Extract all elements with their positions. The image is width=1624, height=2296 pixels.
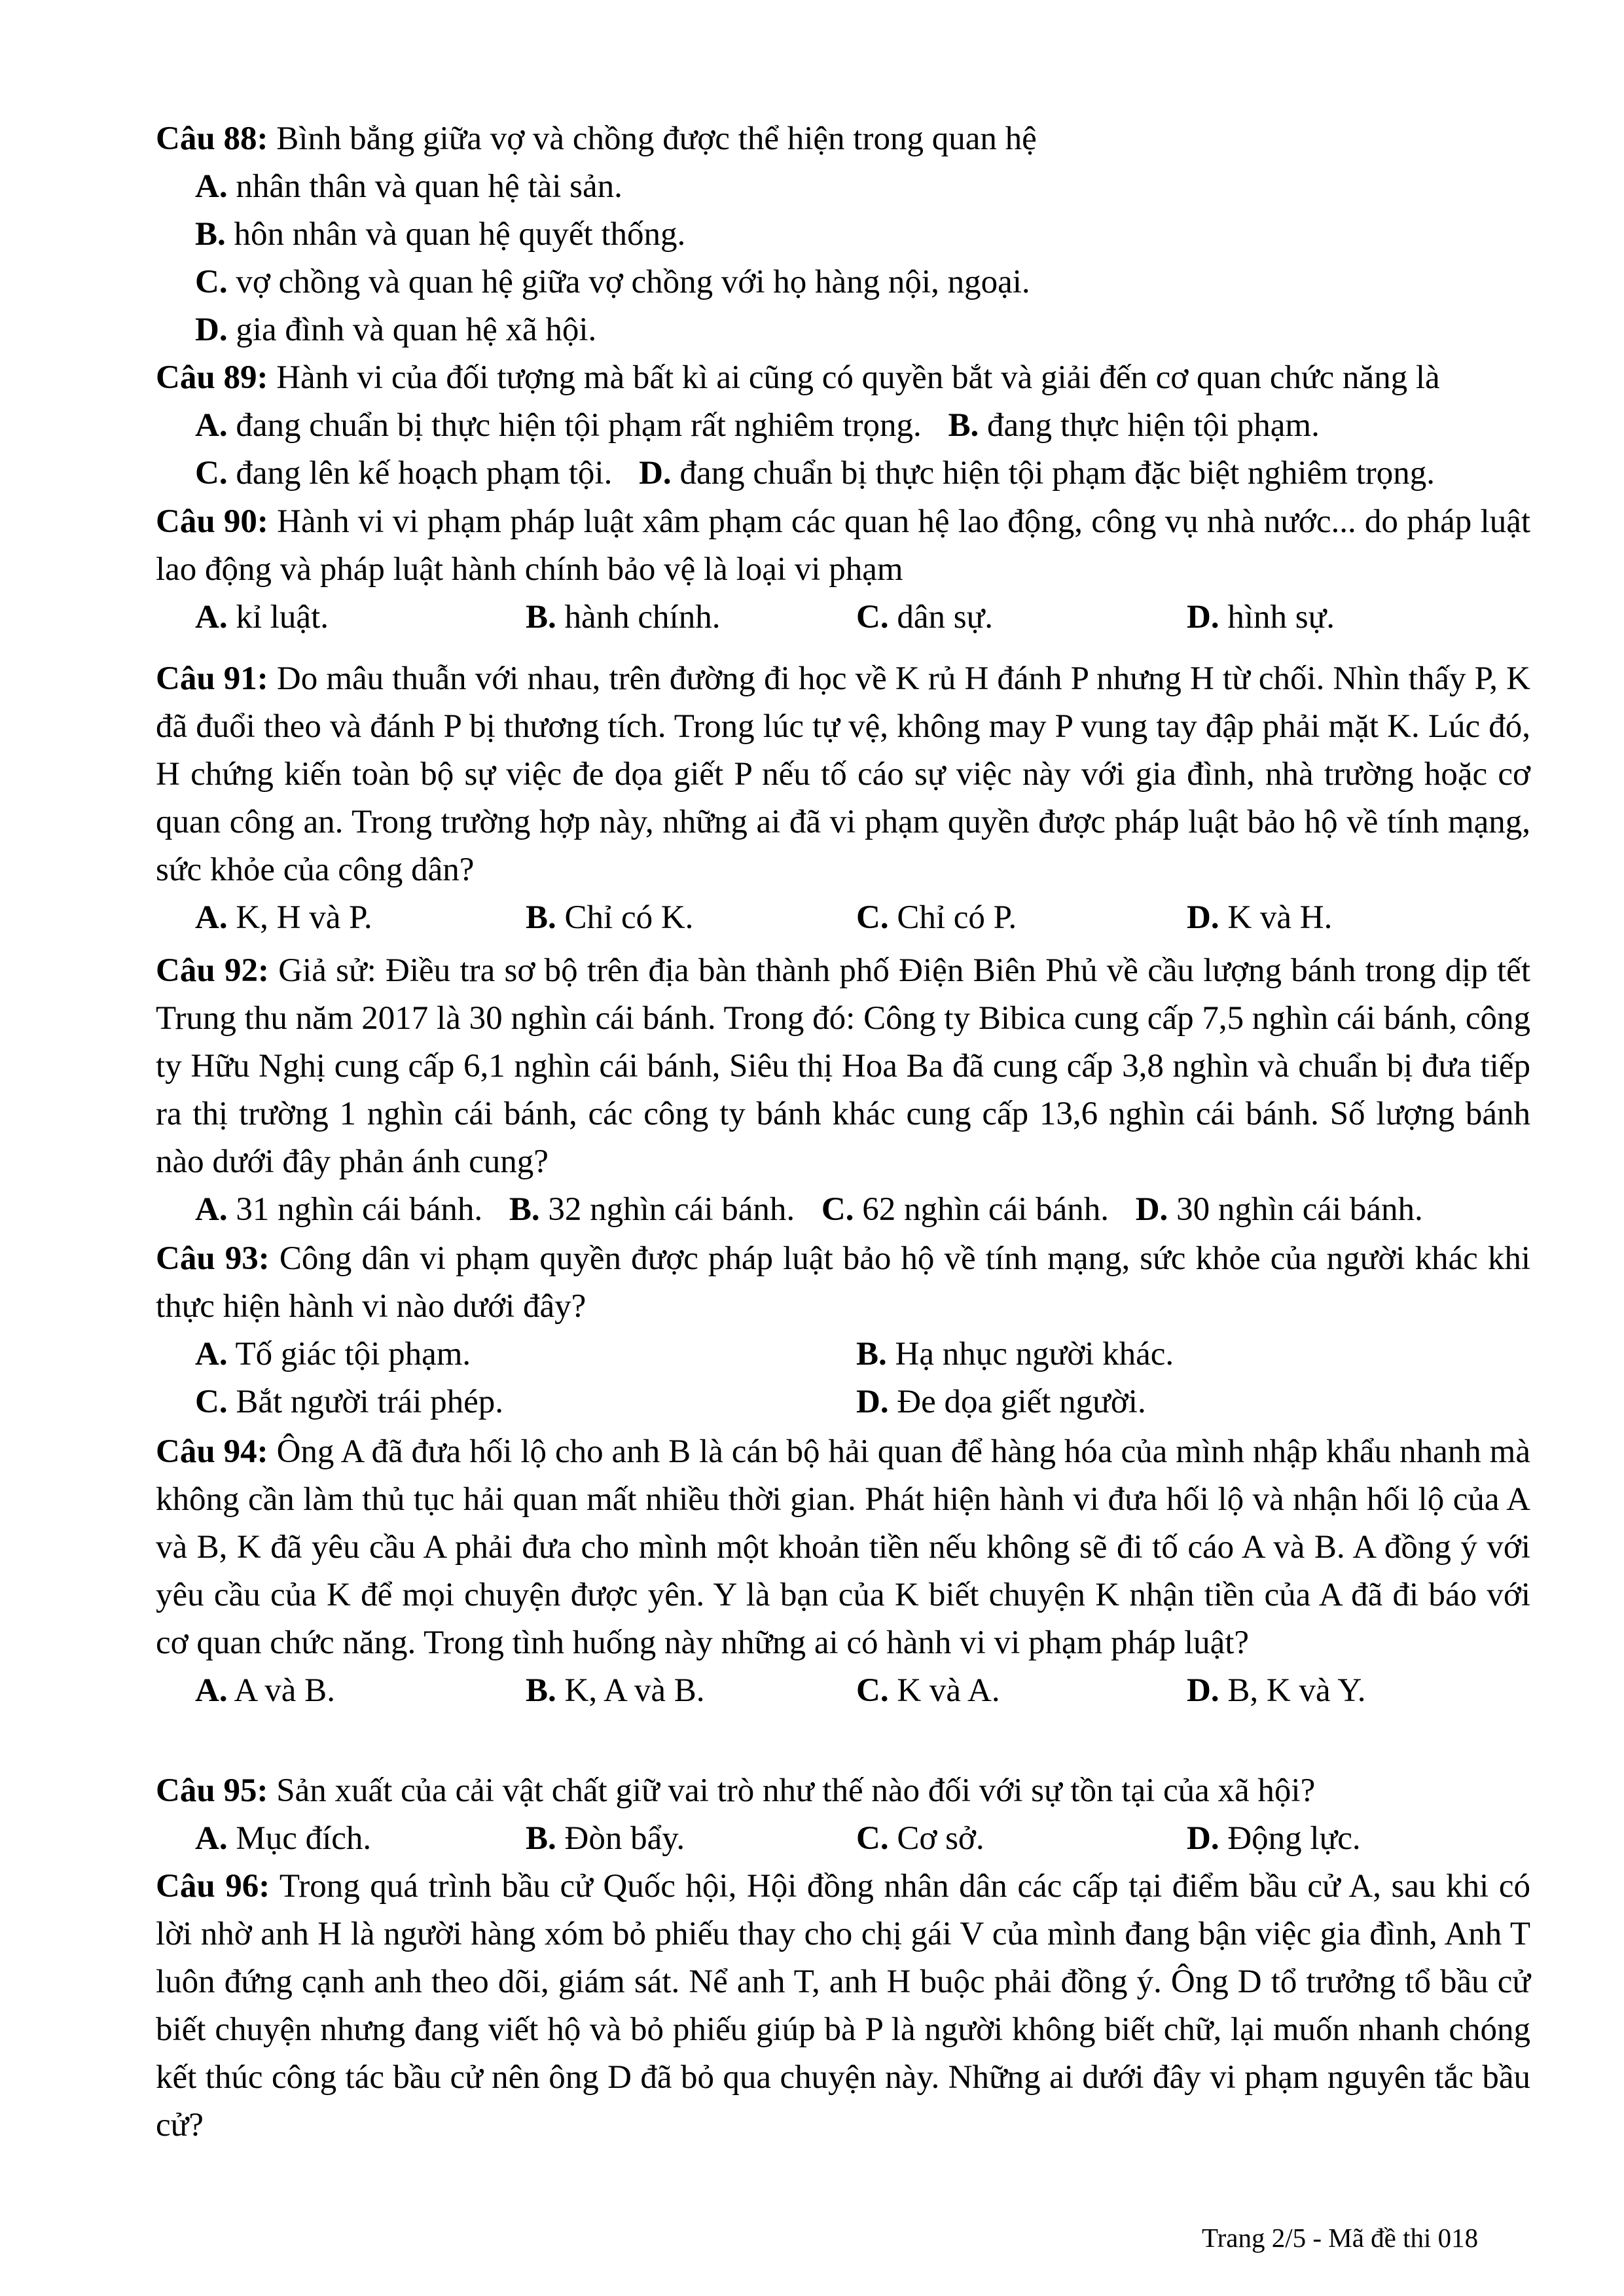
question-stem (156, 1767, 1530, 1815)
option-a[interactable]: A. nhân thân và quan hệ tài sản. (195, 168, 623, 205)
question-text: Công dân vi phạm quyền được pháp luật bảo hộ về tính mạng, sức khỏe của người khác khi thực hiện hành vi nào dưới đây? (156, 1240, 1531, 1325)
question-95 (156, 1767, 1530, 1863)
option-b[interactable]: B. Chỉ có K. (526, 899, 694, 936)
option-b[interactable]: B. K, A và B. (526, 1672, 705, 1709)
option-c[interactable]: C. K và A. (856, 1672, 1000, 1709)
option-row (195, 594, 1530, 641)
question-88 (156, 115, 1530, 354)
option-a[interactable]: A. kỉ luật. (195, 599, 329, 636)
question-90 (156, 498, 1530, 641)
option-row (195, 1667, 1530, 1715)
option-c[interactable]: C. Chỉ có P. (856, 899, 1017, 936)
question-text: Bình bẳng giữa vợ và chồng được thể hiện trong quan hệ (276, 120, 1037, 157)
question-94 (156, 1428, 1530, 1715)
option-b[interactable]: B. 32 nghìn cái bánh. (509, 1191, 795, 1228)
option-d[interactable]: D. 30 nghìn cái bánh. (1135, 1191, 1423, 1228)
question-label: Câu 95: (156, 1772, 268, 1809)
question-stem (156, 498, 1530, 594)
option-a[interactable]: A. A và B. (195, 1672, 335, 1709)
question-stem (156, 1863, 1530, 2149)
option-row (195, 1378, 1530, 1426)
question-text: Hành vi của đối tượng mà bất kì ai cũng có quyền bắt và giải đến cơ quan chức năng là (276, 359, 1440, 396)
question-label: Câu 93: (156, 1240, 270, 1277)
question-stem (156, 655, 1530, 894)
option-row (195, 402, 1530, 450)
option-d[interactable]: D. gia đình và quan hệ xã hội. (195, 312, 597, 348)
question-stem (156, 1235, 1530, 1331)
question-stem (156, 1428, 1530, 1667)
question-label: Câu 88: (156, 120, 268, 157)
option-c[interactable]: C. dân sự. (856, 599, 993, 636)
option-row (195, 894, 1530, 942)
question-text: Trong quá trình bầu cử Quốc hội, Hội đồng nhân dân các cấp tại điểm bầu cử A, sau khi có lời nhờ anh H là người hàng xóm bỏ phiếu thay cho chị gái V của mình đang bận việc gia đình, Anh T luôn đứng cạnh anh theo dõi, giám sát. Nể anh T, anh H buộc phải đồng ý. Ông D tổ trưởng tổ bầu cử biết chuyện nhưng đang viết hộ và bỏ phiếu giúp bà P là người không biết chữ, lại muốn nhanh chóng kết thúc công tác bầu cử nên ông D đã bỏ qua chuyện này. Những ai dưới đây vi phạm nguyên tắc bầu cử? (156, 1868, 1530, 2144)
option-c[interactable]: C. Cơ sở. (856, 1820, 984, 1857)
question-text: Do mâu thuẫn với nhau, trên đường đi học về K rủ H đánh P nhưng H từ chối. Nhìn thấy P, K đã đuổi theo và đánh P bị thương tích. Trong lúc tự vệ, không may P vung tay đập phải mặt K. Lúc đó, H chứng kiến toàn bộ sự việc đe dọa giết P nếu tố cáo sự việc này với gia đình, nhà trường hoặc cơ quan công an. Trong trường hợp này, những ai đã vi phạm quyền được pháp luật bảo hộ về tính mạng, sức khỏe của công dân? (156, 660, 1530, 888)
option-d[interactable]: D. K và H. (1187, 899, 1333, 936)
option-d[interactable]: D. hình sự. (1187, 599, 1335, 636)
option-c[interactable]: C. Bắt người trái phép. (195, 1384, 504, 1420)
question-label: Câu 89: (156, 359, 268, 396)
option-c[interactable]: C. vợ chồng và quan hệ giữa vợ chồng với họ hàng nội, ngoại. (195, 264, 1030, 300)
option-c[interactable]: C. 62 nghìn cái bánh. (821, 1191, 1109, 1228)
question-91 (156, 655, 1530, 942)
question-stem (156, 947, 1530, 1186)
option-a[interactable]: A. Tố giác tội phạm. (195, 1336, 471, 1372)
option-row (195, 1815, 1530, 1863)
option-b[interactable]: B. hành chính. (526, 599, 721, 636)
option-d[interactable]: D. Đe dọa giết người. (856, 1384, 1146, 1420)
question-text: Sản xuất của cải vật chất giữ vai trò như thế nào đối với sự tồn tại của xã hội? (276, 1772, 1316, 1809)
option-d[interactable]: D. Động lực. (1187, 1820, 1361, 1857)
option-c[interactable]: C. đang lên kế hoạch phạm tội. (195, 455, 613, 492)
question-stem (156, 115, 1530, 163)
option-b[interactable]: B. đang thực hiện tội phạm. (948, 407, 1320, 444)
option-b[interactable]: B. Đòn bẩy. (526, 1820, 685, 1857)
question-96 (156, 1863, 1530, 2149)
option-row (195, 450, 1530, 497)
option-a[interactable]: A. Mục đích. (195, 1820, 372, 1857)
option-a[interactable]: A. đang chuẩn bị thực hiện tội phạm rất nghiêm trọng. (195, 407, 922, 444)
option-b[interactable]: B. hôn nhân và quan hệ quyết thống. (195, 216, 686, 253)
question-stem (156, 354, 1530, 402)
option-row (195, 1186, 1530, 1234)
question-text: Ông A đã đưa hối lộ cho anh B là cán bộ hải quan để hàng hóa của mình nhập khẩu nhanh mà không cần làm thủ tục hải quan mất nhiều thời gian. Phát hiện hành vi đưa hối lộ và nhận hối lộ của A và B, K đã yêu cầu A phải đưa cho mình một khoản tiền nếu không sẽ đi tố cáo A và B. A đồng ý với yêu cầu của K để mọi chuyện được yên. Y là bạn của K biết chuyện K nhận tiền của A đã đi báo với cơ quan chức năng. Trong tình huống này những ai có hành vi vi phạm pháp luật? (156, 1433, 1530, 1661)
question-label: Câu 90: (156, 503, 268, 540)
question-label: Câu 91: (156, 660, 268, 697)
question-text: Giả sử: Điều tra sơ bộ trên địa bàn thành phố Điện Biên Phủ về cầu lượng bánh trong dịp tết Trung thu năm 2017 là 30 nghìn cái bánh. Trong đó: Công ty Bibica cung cấp 7,5 nghìn cái bánh, công ty Hữu Nghị cung cấp 6,1 nghìn cái bánh, Siêu thị Hoa Ba đã cung cấp 3,8 nghìn và chuẩn bị đưa tiếp ra thị trường 1 nghìn cái bánh, các công ty bánh khác cung cấp 13,6 nghìn cái bánh. Số lượng bánh nào dưới đây phản ánh cung? (156, 952, 1530, 1180)
question-label: Câu 94: (156, 1433, 268, 1470)
question-92 (156, 947, 1530, 1234)
option-d[interactable]: D. B, K và Y. (1187, 1672, 1366, 1709)
question-text: Hành vi vi phạm pháp luật xâm phạm các quan hệ lao động, công vụ nhà nước... do pháp luật lao động và pháp luật hành chính bảo vệ là loại vi phạm (156, 503, 1531, 588)
option-a[interactable]: A. 31 nghìn cái bánh. (195, 1191, 483, 1228)
question-89 (156, 354, 1530, 497)
question-label: Câu 96: (156, 1868, 270, 1905)
option-row (195, 1331, 1530, 1378)
option-b[interactable]: B. Hạ nhục người khác. (856, 1336, 1174, 1372)
question-93 (156, 1235, 1530, 1426)
option-a[interactable]: A. K, H và P. (195, 899, 372, 936)
option-d[interactable]: D. đang chuẩn bị thực hiện tội phạm đặc biệt nghiêm trọng. (639, 455, 1435, 492)
question-label: Câu 92: (156, 952, 269, 989)
page-footer: Trang 2/5 - Mã đề thi 018 (1202, 2223, 1479, 2253)
